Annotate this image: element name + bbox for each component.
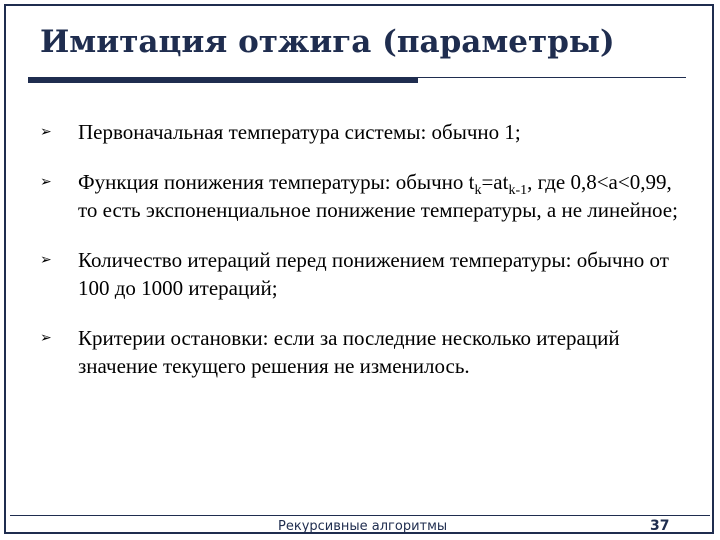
page-number: 37 bbox=[650, 518, 670, 534]
bullet-text: Критерии остановки: если за последние несколько итераций значение текущего решения не изменилось. bbox=[78, 326, 620, 378]
bullet-item bbox=[40, 324, 690, 380]
arrowhead-icon: ➢ bbox=[40, 124, 52, 140]
bullet-item bbox=[40, 168, 690, 224]
bullet-text: Первоначальная температура системы: обычно 1; bbox=[78, 120, 521, 144]
bullet-item bbox=[40, 246, 690, 302]
bullet-text-end: , где 0,8<a<0,99, то есть экспоненциальное понижение температуры, а не линейное; bbox=[78, 170, 678, 222]
subscript-k: k bbox=[474, 183, 482, 199]
title-rule-thick bbox=[28, 78, 418, 83]
arrowhead-icon: ➢ bbox=[40, 252, 52, 268]
subscript-k-minus-1: k-1 bbox=[508, 183, 528, 199]
slide-title: Имитация отжига (параметры) bbox=[40, 24, 615, 60]
bullet-text-mid: =at bbox=[481, 170, 509, 194]
footer-rule bbox=[10, 515, 710, 516]
bullet-list bbox=[40, 118, 690, 402]
bullet-text-start: Функция понижения температуры: обычно t bbox=[78, 170, 475, 194]
bullet-text: Количество итераций перед понижением температуры: обычно от 100 до 1000 итераций; bbox=[78, 248, 669, 300]
bullet-item bbox=[40, 118, 690, 146]
footer-text: Рекурсивные алгоритмы bbox=[278, 519, 448, 534]
arrowhead-icon: ➢ bbox=[40, 174, 52, 190]
arrowhead-icon: ➢ bbox=[40, 330, 52, 346]
